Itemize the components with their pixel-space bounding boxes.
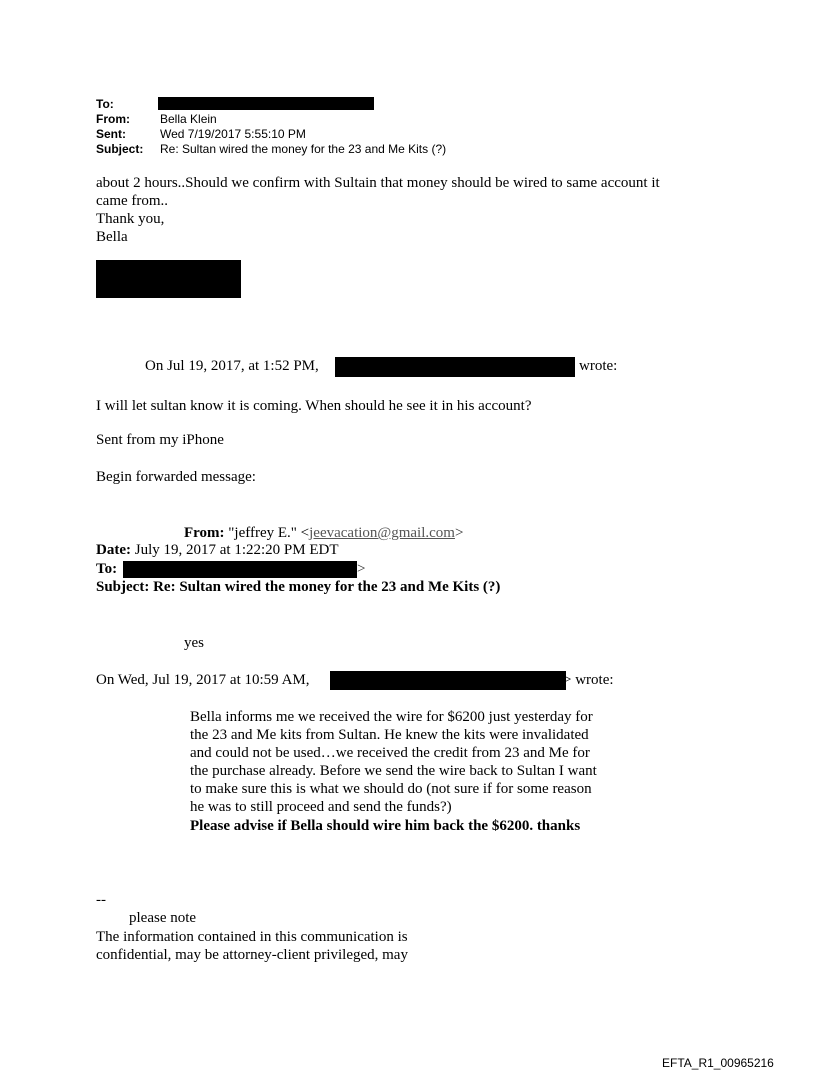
sent-label: Sent: xyxy=(96,127,126,141)
reply-line-1: about 2 hours..Should we confirm with Sultain that money should be wired to same account it xyxy=(96,175,660,191)
to-label: To: xyxy=(96,97,114,111)
from-value: Bella Klein xyxy=(160,112,217,126)
forward-to-label: To: xyxy=(96,561,118,577)
quote2-line: Bella informs me we received the wire for $6200 just yesterday for xyxy=(190,709,593,725)
quote1-message: I will let sultan know it is coming. When should he see it in his account? xyxy=(96,398,532,414)
quote2-line: the purchase already. Before we send the wire back to Sultan I want xyxy=(190,763,597,779)
subject-label: Subject: xyxy=(96,142,144,156)
footer-dashes: -- xyxy=(96,892,106,908)
sent-value: Wed 7/19/2017 5:55:10 PM xyxy=(160,127,306,141)
quote2-line: and could not be used…we received the credit from 23 and Me for xyxy=(190,745,590,761)
reply-line-3: Thank you, xyxy=(96,211,165,227)
redacted-forward-to xyxy=(123,561,357,578)
quote2-line: he was to still proceed and send the funds?) xyxy=(190,799,452,815)
forward-date-line xyxy=(96,542,339,559)
quote1-intro: On Jul 19, 2017, at 1:52 PM, xyxy=(145,358,319,374)
footer-line-1: The information contained in this communication is xyxy=(96,929,408,945)
quote2-intro: On Wed, Jul 19, 2017 at 10:59 AM, xyxy=(96,672,310,688)
quote2-line: to make sure this is what we should do (not sure if for some reason xyxy=(190,781,592,797)
forward-date-label: Date: xyxy=(96,542,131,558)
quote2-wrote: > wrote: xyxy=(563,672,614,688)
reply-line-4: Bella xyxy=(96,229,128,245)
quote1-wrote: wrote: xyxy=(579,358,618,374)
from-label: From: xyxy=(96,112,130,126)
forward-subject: Subject: Re: Sultan wired the money for the 23 and Me Kits (?) xyxy=(96,579,501,595)
quote2-bold-line: Please advise if Bella should wire him back the $6200. thanks xyxy=(190,818,581,834)
quote1-forwarded: Begin forwarded message: xyxy=(96,469,256,485)
redacted-sender-2 xyxy=(330,671,566,690)
subject-value: Re: Sultan wired the money for the 23 and Me Kits (?) xyxy=(160,142,447,156)
forward-yes: yes xyxy=(184,635,204,651)
forward-from-line xyxy=(184,525,463,542)
redacted-signature xyxy=(96,260,241,298)
quote2-line: the 23 and Me kits from Sultan. He knew the kits were invalidated xyxy=(190,727,589,743)
redacted-recipient xyxy=(158,97,374,110)
redacted-sender-1 xyxy=(335,357,575,377)
reply-line-2: came from.. xyxy=(96,193,169,209)
forward-to-close: > xyxy=(357,561,366,577)
forward-from-label: From: xyxy=(184,525,225,541)
forward-date-value: July 19, 2017 at 1:22:20 PM EDT xyxy=(130,542,339,558)
footer-line-2: confidential, may be attorney-client privileged, may xyxy=(96,947,408,963)
email-header xyxy=(96,97,576,159)
quote1-sent-from: Sent from my iPhone xyxy=(96,432,224,448)
footer-note: please note xyxy=(129,910,197,926)
forward-from-name: "jeffrey E." < xyxy=(224,525,310,541)
forward-from-close: > xyxy=(454,525,464,541)
forward-from-email[interactable]: jeevacation@gmail.com xyxy=(309,525,455,541)
document-id: EFTA_R1_00965216 xyxy=(662,1056,774,1070)
